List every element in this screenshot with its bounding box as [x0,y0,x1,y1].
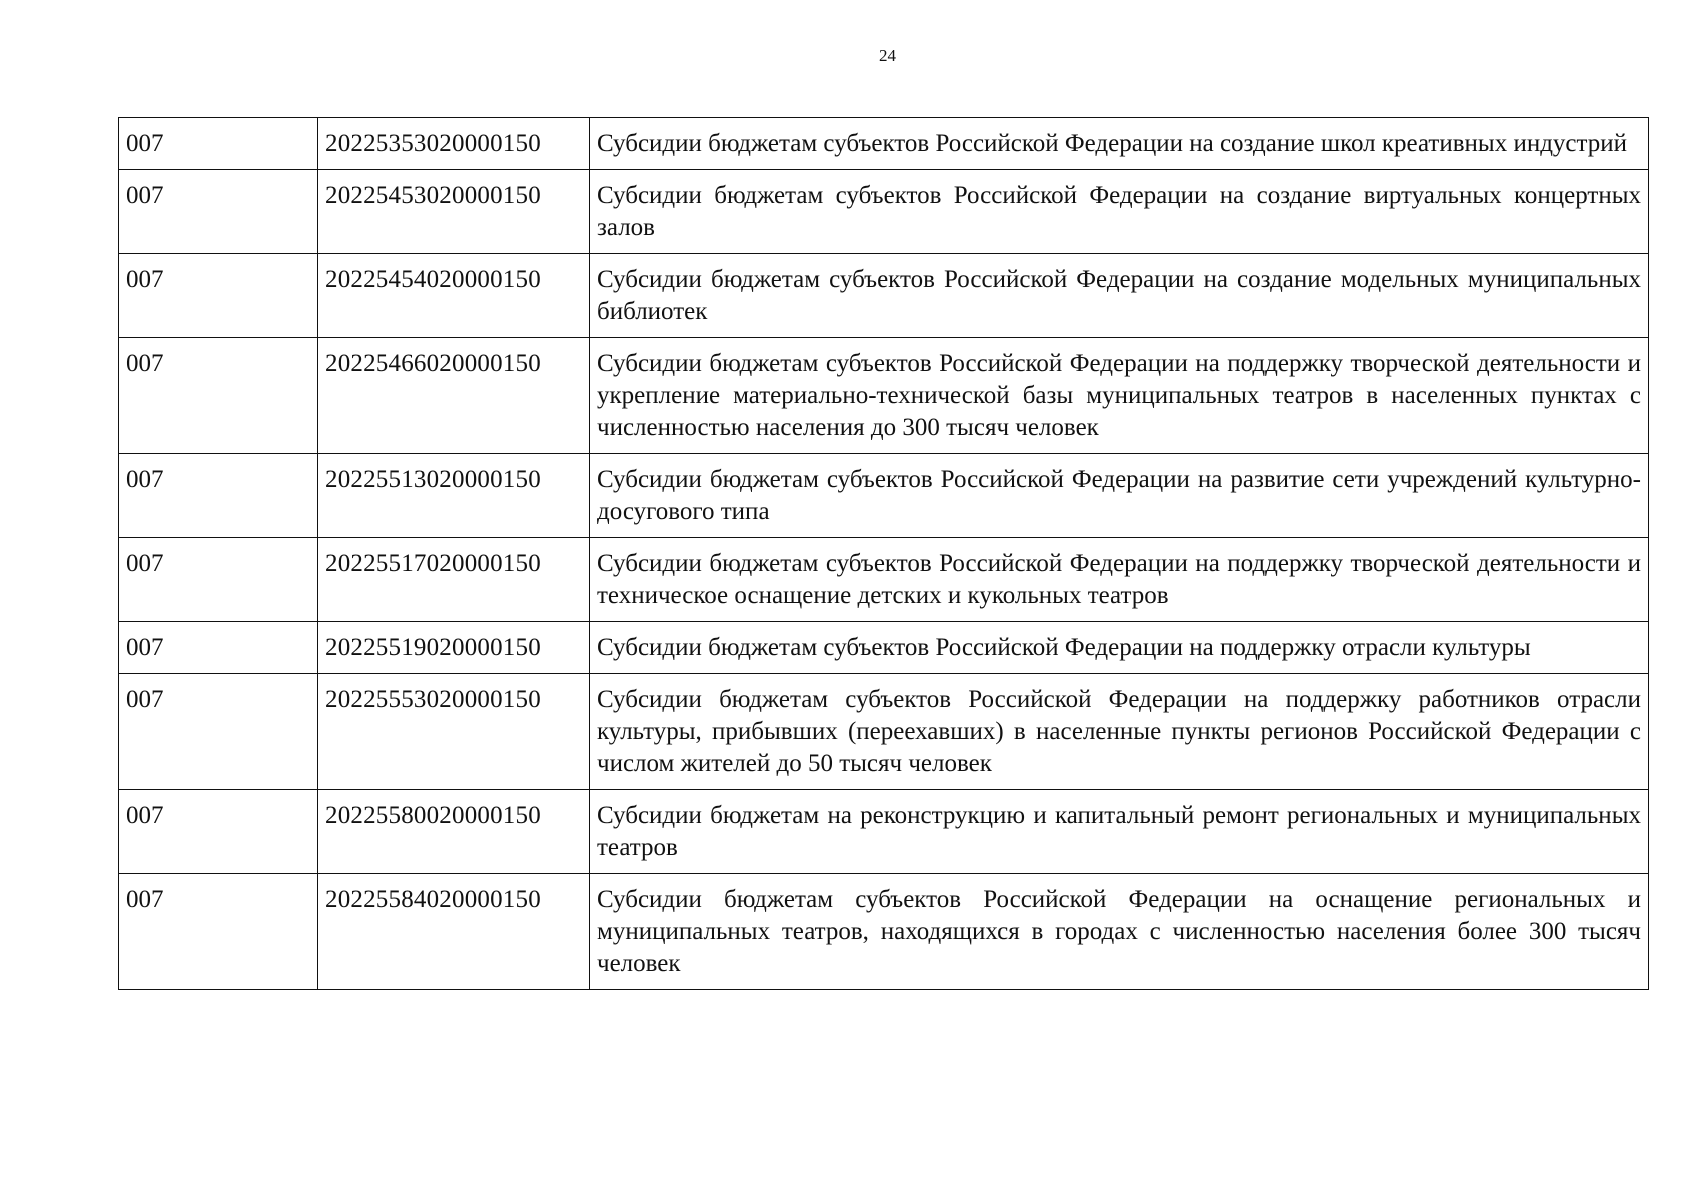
admin-code-cell: 007 [119,454,318,538]
table-row [119,338,1649,454]
description-cell: Субсидии бюджетам субъектов Российской Федерации на создание модельных муниципальных библиотек [590,254,1649,338]
table-row [119,170,1649,254]
table-row [119,874,1649,990]
revenue-code-cell: 20225466020000150 [318,338,590,454]
description-cell: Субсидии бюджетам субъектов Российской Федерации на поддержку творческой деятельности и техническое оснащение детских и кукольных театров [590,538,1649,622]
revenue-code-cell: 20225519020000150 [318,622,590,674]
admin-code-cell: 007 [119,118,318,170]
table-row [119,790,1649,874]
description-cell: Субсидии бюджетам субъектов Российской Федерации на создание школ креативных индустрий [590,118,1649,170]
table-row [119,118,1649,170]
revenue-code-cell: 20225580020000150 [318,790,590,874]
admin-code-cell: 007 [119,170,318,254]
table-row [119,622,1649,674]
budget-revenue-table [118,117,1649,990]
table-row [119,674,1649,790]
description-cell: Субсидии бюджетам субъектов Российской Федерации на создание виртуальных концертных залов [590,170,1649,254]
revenue-code-cell: 20225513020000150 [318,454,590,538]
table-row [119,454,1649,538]
admin-code-cell: 007 [119,622,318,674]
revenue-code-cell: 20225353020000150 [318,118,590,170]
admin-code-cell: 007 [119,790,318,874]
revenue-code-cell: 20225454020000150 [318,254,590,338]
admin-code-cell: 007 [119,538,318,622]
revenue-code-cell: 20225517020000150 [318,538,590,622]
description-cell: Субсидии бюджетам субъектов Российской Федерации на поддержку отрасли культуры [590,622,1649,674]
description-cell: Субсидии бюджетам субъектов Российской Федерации на поддержку работников отрасли культуры, прибывших (переехавших) в населенные пункты регионов Российской Федерации с числом жителей до 50 тысяч человек [590,674,1649,790]
admin-code-cell: 007 [119,874,318,990]
description-cell: Субсидии бюджетам субъектов Российской Федерации на оснащение региональных и муниципальных театров, находящихся в городах с численностью населения более 300 тысяч человек [590,874,1649,990]
page-number: 24 [879,46,896,65]
revenue-code-cell: 20225453020000150 [318,170,590,254]
admin-code-cell: 007 [119,338,318,454]
revenue-code-cell: 20225584020000150 [318,874,590,990]
description-cell: Субсидии бюджетам субъектов Российской Федерации на поддержку творческой деятельности и укрепление материально-технической базы муниципальных театров в населенных пунктах с численностью населения до 300 тысяч человек [590,338,1649,454]
admin-code-cell: 007 [119,254,318,338]
revenue-code-cell: 20225553020000150 [318,674,590,790]
description-cell: Субсидии бюджетам на реконструкцию и капитальный ремонт региональных и муниципальных театров [590,790,1649,874]
admin-code-cell: 007 [119,674,318,790]
description-cell: Субсидии бюджетам субъектов Российской Федерации на развитие сети учреждений культурно-досугового типа [590,454,1649,538]
table-row [119,538,1649,622]
table-row [119,254,1649,338]
